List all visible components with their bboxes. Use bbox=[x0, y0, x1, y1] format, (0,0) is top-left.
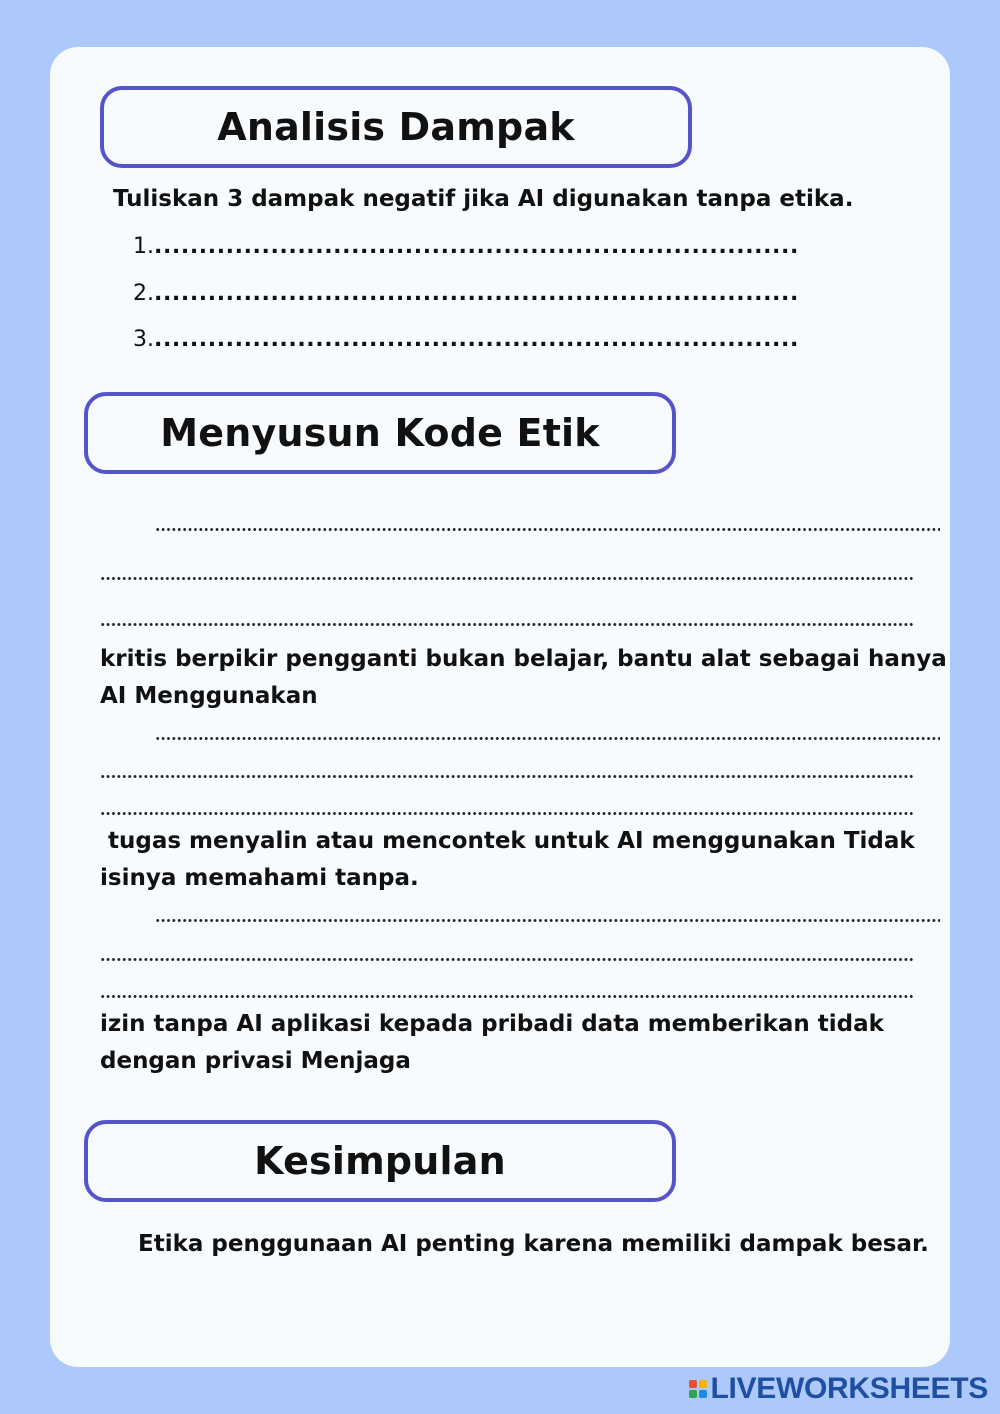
answer-line-3[interactable] bbox=[133, 327, 799, 352]
answer-dotted-line[interactable] bbox=[100, 774, 915, 779]
scrambled-line: dengan privasi Menjaga bbox=[100, 1048, 411, 1074]
scrambled-line: isinya memahami tanpa. bbox=[100, 865, 419, 891]
analisis-dampak-title-box bbox=[100, 86, 692, 168]
answer-dotted-line[interactable] bbox=[100, 576, 915, 581]
scrambled-sentence-1 bbox=[100, 641, 947, 715]
kesimpulan-title: Kesimpulan bbox=[254, 1139, 506, 1183]
scrambled-line: kritis berpikir pengganti bukan belajar, bantu alat sebagai hanya bbox=[100, 646, 947, 672]
instruction-text: Tuliskan 3 dampak negatif jika AI digunakan tanpa etika. bbox=[113, 186, 854, 212]
scrambled-sentence-3 bbox=[100, 1006, 884, 1080]
answer-blank: ........................................................................ bbox=[154, 327, 799, 352]
menyusun-kode-etik-title: Menyusun Kode Etik bbox=[160, 411, 600, 455]
analisis-dampak-title: Analisis Dampak bbox=[217, 105, 575, 149]
kesimpulan-title-box bbox=[84, 1120, 676, 1202]
answer-line-2[interactable] bbox=[133, 281, 799, 306]
answer-dotted-line[interactable] bbox=[100, 811, 915, 816]
answer-blank: ........................................................................ bbox=[154, 234, 799, 259]
item-number: 1. bbox=[133, 234, 154, 259]
menyusun-kode-etik-title-box bbox=[84, 392, 676, 474]
scrambled-sentence-2 bbox=[100, 823, 915, 897]
logo-grid-icon bbox=[689, 1380, 707, 1398]
answer-dotted-line[interactable] bbox=[155, 736, 940, 741]
scrambled-line: izin tanpa AI aplikasi kepada pribadi data memberikan tidak bbox=[100, 1011, 884, 1037]
answer-dotted-line[interactable] bbox=[155, 527, 940, 532]
logo-text: LIVEWORKSHEETS bbox=[710, 1372, 988, 1405]
answer-line-1[interactable] bbox=[133, 234, 799, 259]
scrambled-line: AI Menggunakan bbox=[100, 683, 318, 709]
item-number: 2. bbox=[133, 281, 154, 306]
answer-dotted-line[interactable] bbox=[100, 957, 915, 962]
conclusion-text: Etika penggunaan AI penting karena memiliki dampak besar. bbox=[138, 1231, 929, 1257]
liveworksheets-logo[interactable] bbox=[689, 1372, 989, 1406]
item-number: 3. bbox=[133, 327, 154, 352]
answer-blank: ........................................................................ bbox=[154, 281, 799, 306]
answer-dotted-line[interactable] bbox=[155, 918, 940, 923]
answer-dotted-line[interactable] bbox=[100, 622, 915, 627]
answer-dotted-line[interactable] bbox=[100, 994, 915, 999]
scrambled-line: tugas menyalin atau mencontek untuk AI menggunakan Tidak bbox=[100, 828, 915, 854]
